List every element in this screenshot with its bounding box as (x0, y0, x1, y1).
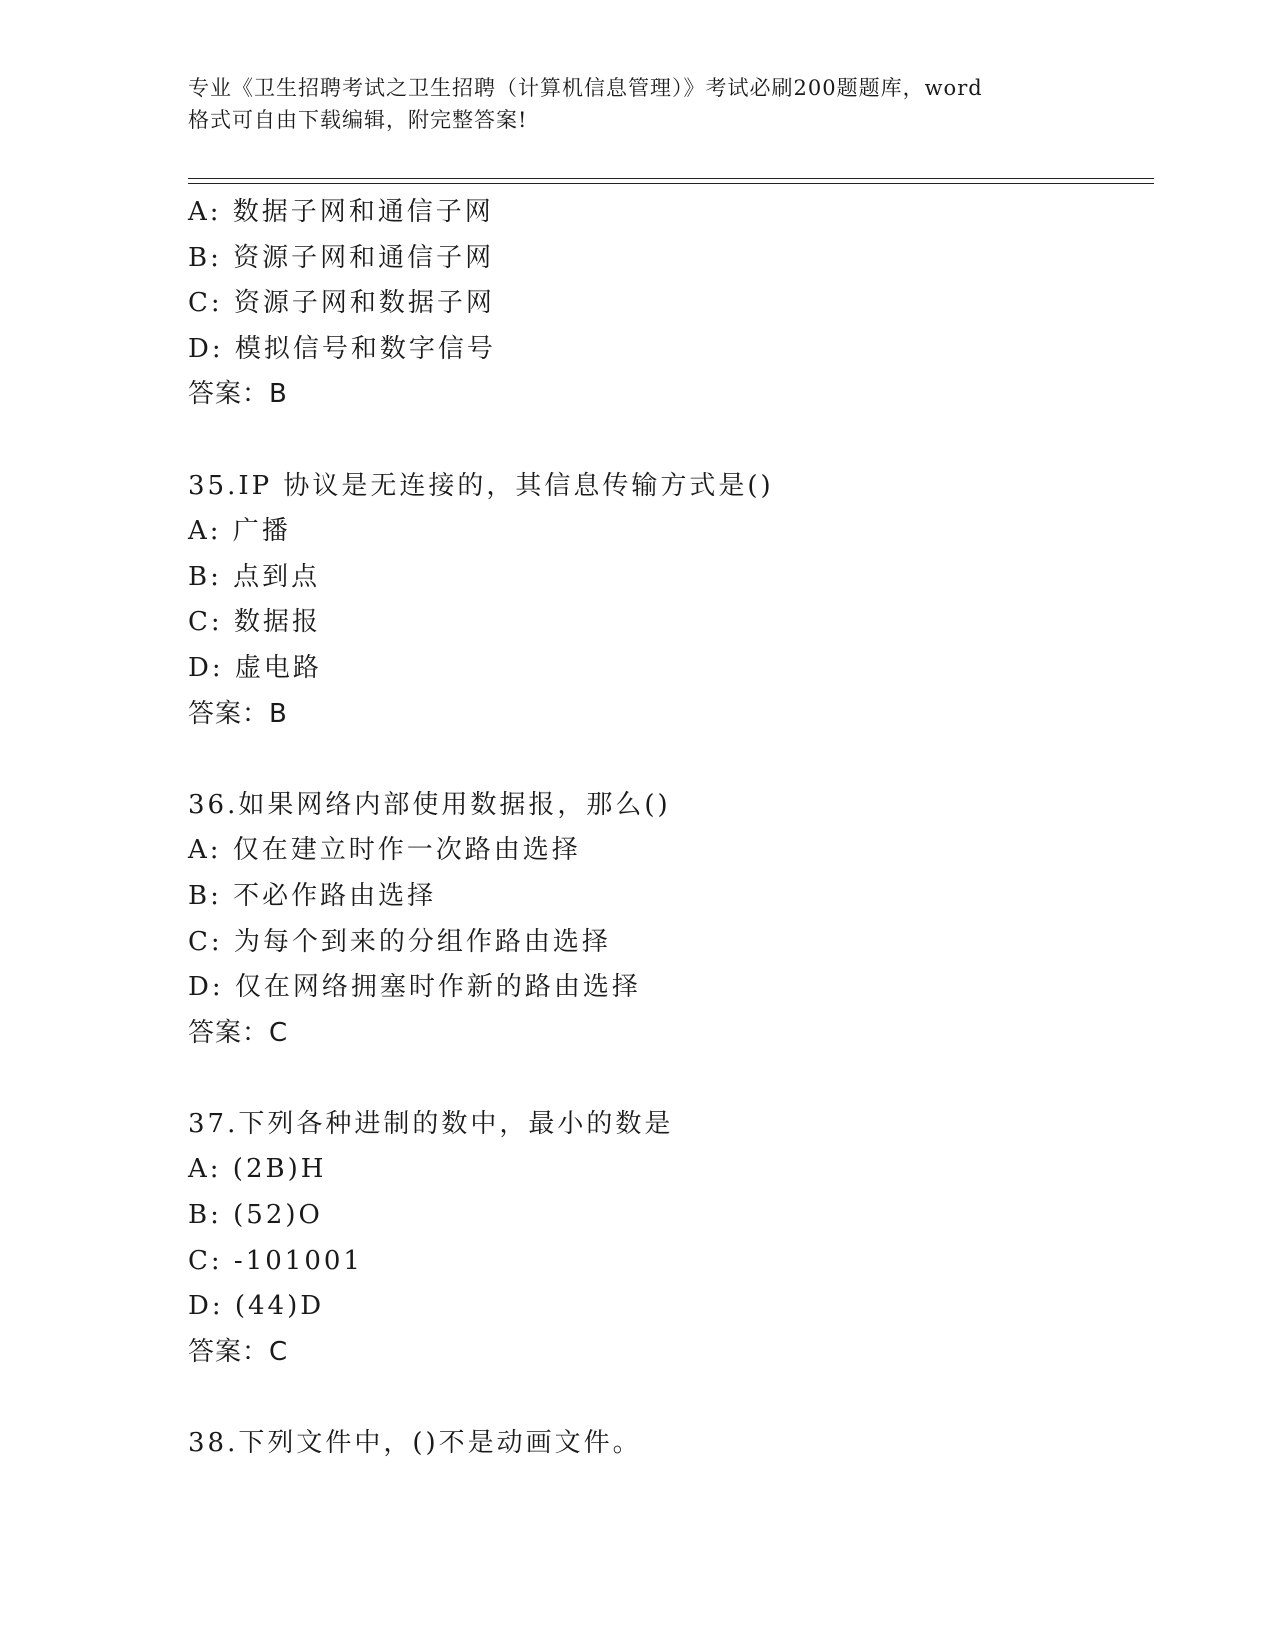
header-title-line-2: 格式可自由下载编辑，附完整答案! (188, 108, 528, 132)
question-spacer (188, 1375, 1148, 1421)
option-b: B: 不必作路由选择 (188, 880, 437, 911)
question-spacer (188, 418, 1148, 464)
question-text: 36.如果网络内部使用数据报，那么() (188, 789, 671, 820)
answer-line: 答案：B (188, 379, 288, 410)
question-text: 37.下列各种进制的数中，最小的数是 (188, 1108, 674, 1139)
option-a: A: 广播 (188, 516, 291, 547)
option-a: A: 仅在建立时作一次路由选择 (188, 835, 581, 866)
option-a: A: (2B)H (188, 1154, 327, 1185)
option-d: D: 模拟信号和数字信号 (188, 333, 496, 364)
question-38 (188, 1421, 1148, 1467)
answer-line: 答案：B (188, 698, 288, 729)
header-title-line-1: 专业《卫生招聘考试之卫生招聘（计算机信息管理）》考试必刷200题题库，word (188, 76, 983, 100)
option-b: B: (52)O (188, 1200, 323, 1231)
question-text: 38.下列文件中，()不是动画文件。 (188, 1428, 642, 1459)
question-35 (188, 464, 1148, 738)
option-c: C: 资源子网和数据子网 (188, 288, 495, 319)
question-list (188, 190, 1148, 1467)
answer-line: 答案：C (188, 1336, 289, 1367)
answer-line: 答案：C (188, 1017, 289, 1048)
question-spacer (188, 1056, 1148, 1102)
question-text: 35.IP 协议是无连接的，其信息传输方式是() (188, 470, 774, 501)
option-d: D: 仅在网络拥塞时作新的路由选择 (188, 972, 641, 1003)
question-37 (188, 1102, 1148, 1376)
option-c: C: -101001 (188, 1245, 363, 1276)
question-spacer (188, 737, 1148, 783)
option-c: C: 数据报 (188, 607, 321, 638)
header-divider-top (188, 178, 1154, 179)
option-d: D: 虚电路 (188, 652, 322, 683)
question-36 (188, 783, 1148, 1057)
option-b: B: 点到点 (188, 561, 321, 592)
question-34 (188, 190, 1148, 418)
option-d: D: (44)D (188, 1291, 325, 1322)
header-divider-bottom (188, 183, 1154, 184)
option-b: B: 资源子网和通信子网 (188, 242, 495, 273)
document-header (188, 72, 1088, 136)
option-a: A: 数据子网和通信子网 (188, 197, 494, 227)
option-c: C: 为每个到来的分组作路由选择 (188, 926, 611, 957)
